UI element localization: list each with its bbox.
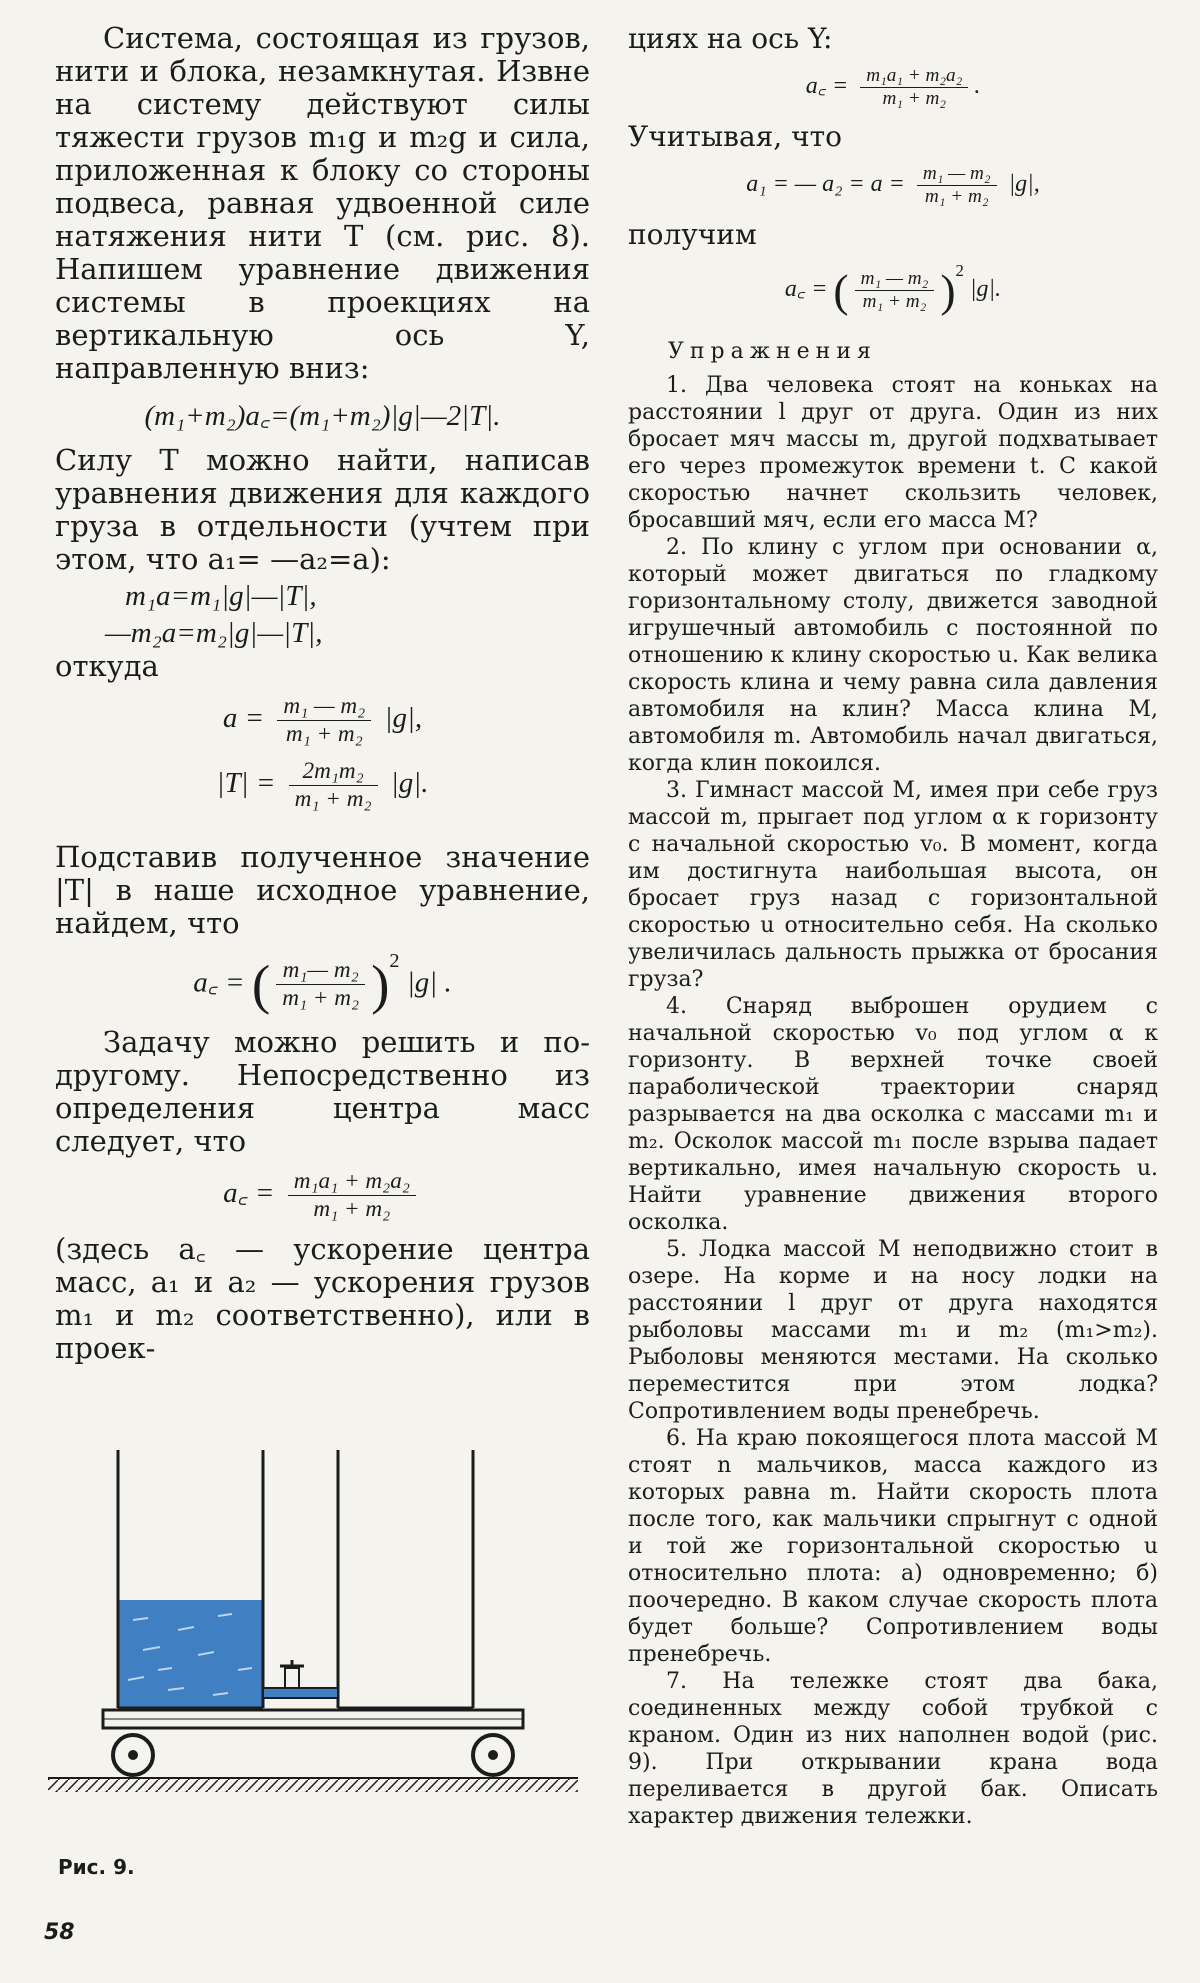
equation-7-fraction [288,1168,416,1223]
right-equation-3-numerator: m₁ — m₂ [855,268,935,291]
exercise-1: 1. Два человека стоят на коньках на расстоянии l друг от друга. Один из них бросает мяч массы m, другой подхватывает его через промежуток времени t. С какой скоростью начнет скользить человек, бросавший мяч, если его масса M? [628,373,1158,534]
exercise-7: 7. На тележке стоят два бака, соединенных между собой трубкой с краном. Один из них наполнен водой (рис. 9). При открывании крана вода переливается в другой бак. Описать характер движения тележки. [628,1669,1158,1830]
right-equation-1-denominator: m₁ + m₂ [882,88,947,109]
exercises-title: Упражнения [668,339,877,365]
connecting-pipe [263,1688,338,1698]
paragraph-5: Задачу можно решить и по-другому. Непосредственно из определения центра масс следует, что [55,1025,590,1159]
equation-6-power: 2 [389,950,400,972]
equation-6-numerator: m₁— m₂ [276,957,365,985]
equation-1: (m₁+m₂)a꜀=(m₁+m₂)|g|—2|T|. [144,400,501,432]
right-equation-2-lhs: a₁ = — a₂ = a = [746,171,905,198]
right-equation-2 [628,163,1158,208]
right-equation-2-fraction [917,163,997,208]
right-paragraph-2: Учитывая, что [628,120,842,153]
tank-with-water [118,1450,263,1708]
left-column [55,22,590,1365]
equation-5-lhs: |T| = [216,767,276,800]
right-paragraph-3: получим [628,218,757,251]
right-equation-1-numerator: m₁a₁ + m₂a₂ [860,65,968,88]
exercise-2: 2. По клину с углом при основании α, который может двигаться по гладкому горизонтальному столу, движется заводной игрушечный автомобиль с постоянной по отношению к клину скоростью u. Как велика скорость клина и чему равна сила давления автомобиля на клин? Масса клина M, автомобиля m. Автомобиль начал двигаться, когда клин покоился. [628,535,1158,777]
right-equation-3: a꜀ = ( $\frac{\text{m₁ — m₂}}{\text{m₁ + m₂}}$ )$^2$ |g|. [784,261,1002,317]
equation-7-denominator: m₁ + m₂ [313,1196,391,1223]
equation-6-denominator: m₁ + m₂ [282,985,360,1012]
equation-5-denominator: m₁ + m₂ [294,786,372,812]
right-equation-3-denominator: m₁ + m₂ [862,291,927,313]
left-wheel [113,1735,153,1775]
equation-6-fraction [276,957,365,1012]
equation-4-fraction [277,693,371,748]
equation-6: a꜀ = ( $\frac{\text{m₁— m₂}}{\text{m₁ + m₂}}$ )$^2$ |g| . [193,950,452,1016]
equation-7 [55,1168,590,1223]
paragraph-6: (здесь a꜀ — ускорение центра масс, a₁ и a₂ — ускорения грузов m₁ и m₂ соответственно), или в проек- [55,1232,590,1366]
right-column [628,22,1158,1830]
equation-6-rhs: |g| . [406,966,452,999]
exercise-4: 4. Снаряд выброшен орудием с начальной скоростью v₀ под углом α к горизонту. В верхней точке своей параболической траектории снаряд разрывается на два осколка с массами m₁ и m₂. Осколок массой m₁ после взрыва падает вертикально, имея начальную скорость u. Найти уравнение движения второго осколка. [628,994,1158,1236]
paragraph-3: откуда [55,649,159,683]
equation-4-numerator: m₁ — m₂ [277,693,371,721]
exercise-5: 5. Лодка массой M неподвижно стоит в озере. На корме и на носу лодки на расстоянии l друг от друга находятся рыболовы массами m₁ и m₂ (m₁>m₂). Рыболовы меняются местами. На сколько переместится при этом лодка? Сопротивлением воды пренебречь. [628,1237,1158,1425]
paragraph-1: Система, состоящая из грузов, нити и блока, незамкнутая. Извне на систему действуют силы тяжести грузов m₁g и m₂g и сила, приложенная к блоку со стороны подвеса, равная удвоенной силе натяжения нити T (см. рис. 8). Напишем уравнение движения системы в проекциях на вертикальную ось Y, направленную вниз: [55,21,590,385]
equation-4 [55,693,590,748]
equation-5 [55,758,590,813]
right-equation-2-rhs: |g|, [1008,171,1040,198]
right-equation-1-lhs: a꜀ = [805,73,849,100]
right-equation-3-lhs: a꜀ = [784,276,828,303]
exercise-3: 3. Гимнаст массой M, имея при себе груз массой m, прыгает под углом α к горизонту с начальной скоростью v₀. В момент, когда им достигнута наибольшая высота, он бросает груз назад с горизонтальной скоростью u относительно себя. На сколько увеличилась дальность прыжка от бросания груза? [628,778,1158,993]
equation-7-lhs: a꜀ = [223,1177,275,1210]
right-equation-1-end: . [974,73,981,100]
right-equation-3-power: 2 [955,261,964,280]
valve-icon [280,1660,304,1688]
right-paragraph-1: циях на ось Y: [628,22,833,55]
page-number: 58 [44,1920,75,1945]
paragraph-4: Подставив полученное значение |T| в наше исходное уравнение, найдем, что [55,840,590,940]
equation-5-rhs: |g|. [390,767,429,800]
right-equation-3-rhs: |g|. [969,276,1002,303]
equation-4-lhs: a = [222,702,265,735]
right-wheel [473,1735,513,1775]
ground-hatch [48,1778,578,1792]
figure-9-cart-with-tanks [48,1440,588,1810]
figure-caption: Рис. 9. [58,1855,135,1879]
equation-5-numerator: 2m₁m₂ [289,758,378,786]
right-equation-1-fraction [860,65,968,110]
equation-7-numerator: m₁a₁ + m₂a₂ [288,1168,416,1196]
equation-4-denominator: m₁ + m₂ [285,721,363,747]
equation-3: —m₂a=m₂|g|—|T|, [105,617,323,649]
equation-2: m₁a=m₁|g|—|T|, [125,580,317,612]
equation-4-rhs: |g|, [384,702,423,735]
paragraph-2: Силу T можно найти, написав уравнения движения для каждого груза в отдельности (учтем при этом, что a₁= —a₂=a): [55,443,590,576]
exercise-6: 6. На краю покоящегося плота массой M стоят n мальчиков, масса каждого из которых равна m. Найти скорость плота после того, как мальчики спрыгнут с одной и той же горизонтальной скоростью u относительно плота: а) одновременно; б) поочередно. В каком случае скорость плота будет больше? Сопротивлением воды пренебречь. [628,1426,1158,1668]
equation-6-lhs: a꜀ = [193,966,245,999]
right-equation-1 [628,65,1158,110]
right-equation-2-denominator: m₁ + m₂ [924,186,989,207]
right-equation-2-numerator: m₁ — m₂ [917,163,997,186]
right-equation-3-fraction [855,268,935,313]
equation-5-fraction [289,758,378,813]
empty-tank [338,1450,473,1708]
